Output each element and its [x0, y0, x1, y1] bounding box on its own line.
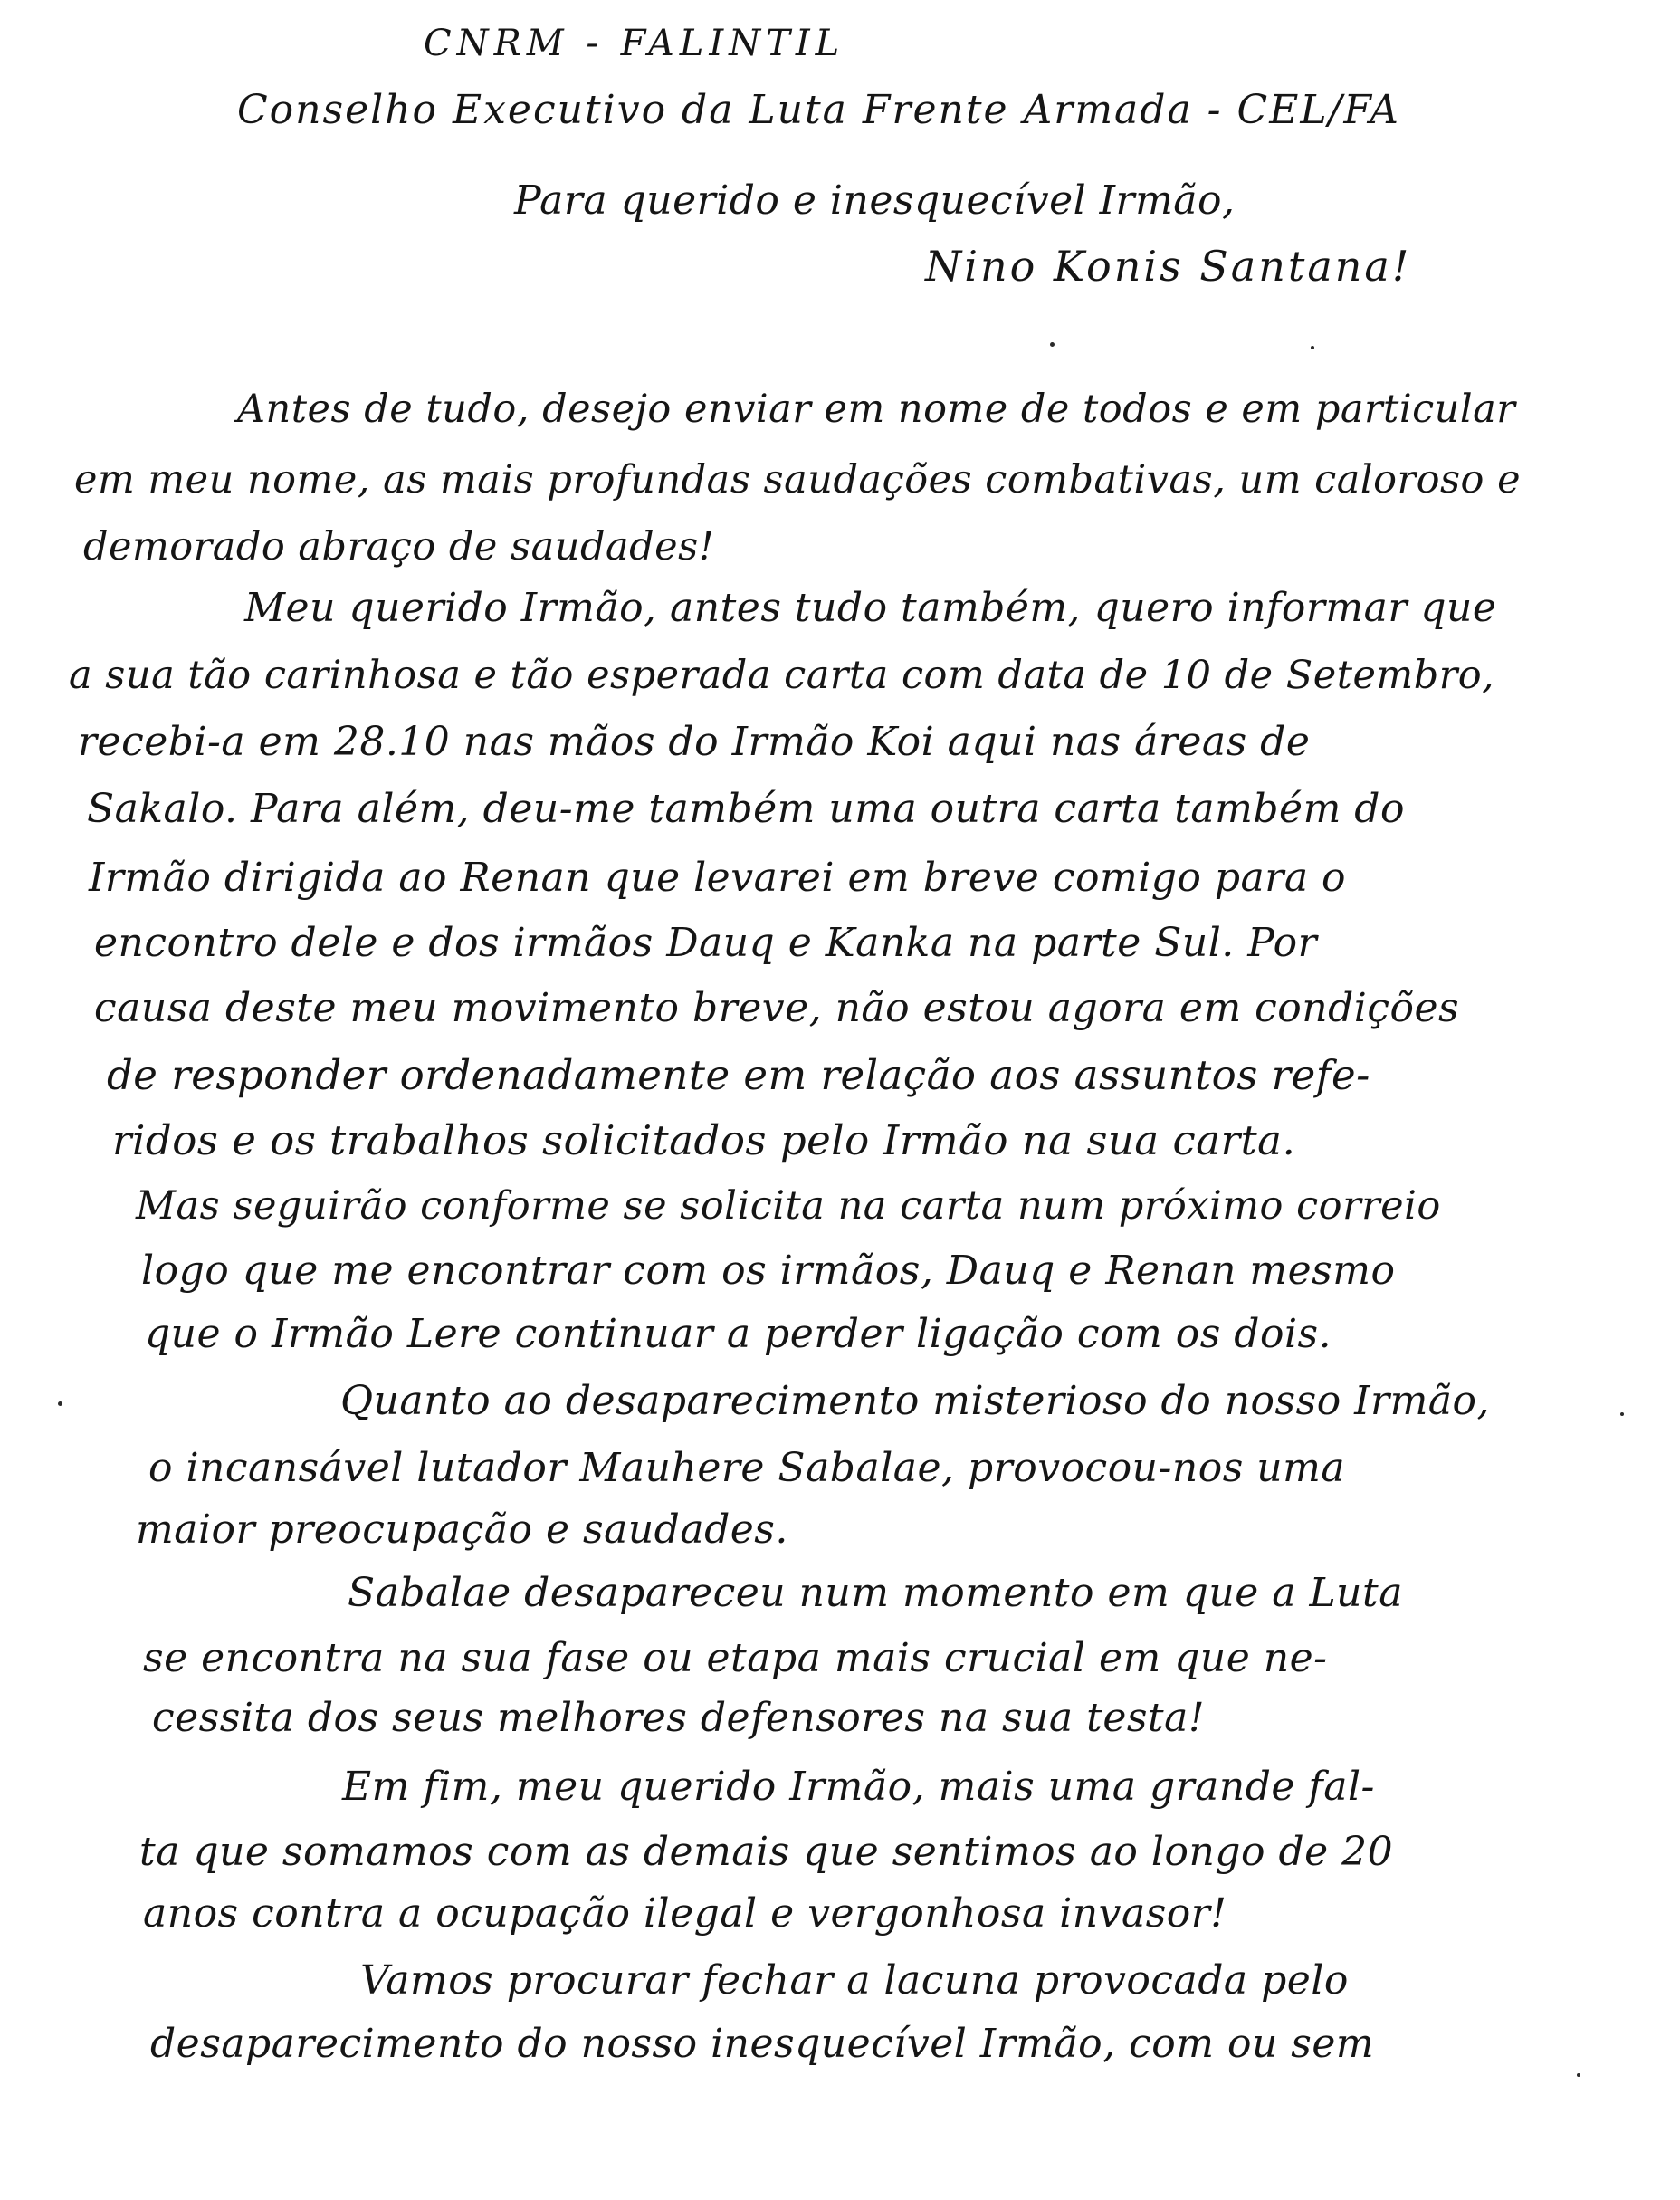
letter-body-line: Sabalae desapareceu num momento em que a Luta: [348, 1570, 1403, 1616]
letter-body-line: Antes de tudo, desejo enviar em nome de todos e em particular: [237, 387, 1516, 432]
letter-body-line: cessita dos seus melhores defensores na sua testa!: [152, 1695, 1206, 1741]
letter-body-line: em meu nome, as mais profundas saudações combativas, um caloroso e: [74, 457, 1522, 502]
letter-body-line: Sakalo. Para além, deu-me também uma outra carta também do: [87, 786, 1405, 832]
letter-body-line: anos contra a ocupação ilegal e vergonhosa invasor!: [143, 1890, 1227, 1937]
letter-body-line: a sua tão carinhosa e tão esperada carta com data de 10 de Setembro,: [69, 653, 1495, 698]
letter-body-line: de responder ordenadamente em relação aos assuntos refe-: [107, 1051, 1370, 1099]
letter-body-line: encontro dele e dos irmãos Dauq e Kanka na parte Sul. Por: [94, 920, 1318, 966]
letter-body-line: Em fim, meu querido Irmão, mais uma grande fal-: [342, 1764, 1375, 1810]
letter-body-line: logo que me encontrar com os irmãos, Dauq e Renan mesmo: [141, 1248, 1396, 1294]
letter-header-organization: CNRM - FALINTIL: [424, 23, 845, 64]
scan-speck: [1050, 342, 1055, 347]
scan-speck: [58, 1401, 62, 1406]
letter-body-line: ta que somamos com as demais que sentimos ao longo de 20: [139, 1829, 1394, 1875]
scan-speck: [1311, 346, 1314, 349]
letter-body-line: maior preocupação e saudades.: [136, 1507, 788, 1553]
letter-body-line: recebi-a em 28.10 nas mãos do Irmão Koi aqui nas áreas de: [78, 719, 1311, 765]
letter-body-line: o incansável lutador Mauhere Sabalae, provocou-nos uma: [148, 1445, 1346, 1491]
scan-speck: [1620, 1412, 1624, 1416]
letter-salutation-line-1: Para querido e inesquecível Irmão,: [514, 177, 1236, 224]
letter-body-line: causa deste meu movimento breve, não estou agora em condições: [94, 985, 1460, 1031]
letter-body-line: que o Irmão Lere continuar a perder ligação com os dois.: [145, 1311, 1332, 1357]
scan-speck: [1577, 2073, 1580, 2077]
letter-body-line: Quanto ao desaparecimento misterioso do nosso Irmão,: [340, 1378, 1491, 1424]
letter-salutation-line-2: Nino Konis Santana!: [925, 242, 1412, 291]
letter-body-line: se encontra na sua fase ou etapa mais crucial em que ne-: [143, 1635, 1328, 1681]
letter-body-line: Meu querido Irmão, antes tudo também, quero informar que: [244, 585, 1497, 631]
letter-body-line: Vamos procurar fechar a lacuna provocada pelo: [360, 1957, 1349, 2004]
letter-body-line: Mas seguirão conforme se solicita na carta num próximo correio: [136, 1183, 1441, 1229]
letter-body-line: demorado abraço de saudades!: [83, 524, 715, 569]
letter-body-line: Irmão dirigida ao Renan que levarei em breve comigo para o: [89, 855, 1347, 901]
letter-body-line: desaparecimento do nosso inesquecível Irmão, com ou sem: [150, 2021, 1375, 2067]
letter-header-council: Conselho Executivo da Luta Frente Armada - CEL/FA: [237, 87, 1400, 133]
letter-body-line: ridos e os trabalhos solicitados pelo Irmão na sua carta.: [112, 1116, 1296, 1164]
